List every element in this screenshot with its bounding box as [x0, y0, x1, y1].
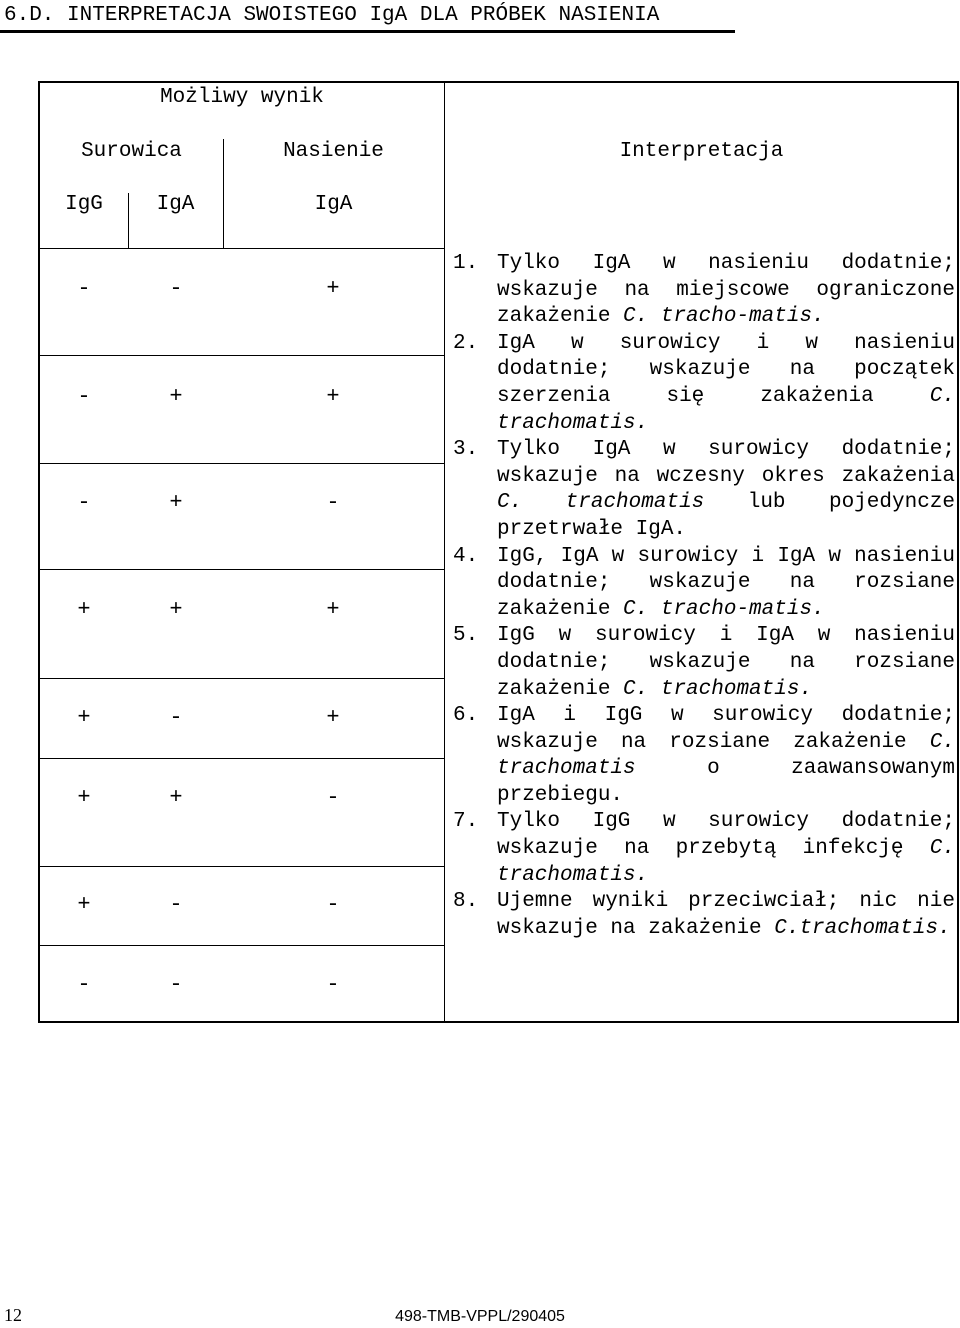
- document-code: 498-TMB-VPPL/290405: [395, 1308, 565, 1325]
- row-divider: [40, 758, 444, 759]
- item-text: Tylko IgG w surowicy dodatnie; wskazuje na przebytą infekcję: [497, 810, 955, 861]
- item-number: 8.: [453, 890, 479, 914]
- semen-iga-value: -: [326, 892, 340, 917]
- header-iga-semen: IgA: [314, 193, 353, 216]
- iga-value: +: [169, 597, 183, 622]
- item-tail: o zaawansowanym przebiegu.: [497, 757, 955, 807]
- item-number: 1.: [453, 252, 479, 275]
- item-text: Ujemne wyniki przeciwciał; nic nie wskazuje na zakażenie: [497, 890, 955, 940]
- igg-value: -: [77, 384, 91, 409]
- iga-value: -: [169, 276, 183, 301]
- row-divider: [40, 866, 444, 867]
- iga-value: -: [169, 892, 183, 917]
- igg-value: +: [77, 597, 91, 622]
- header-iga-serum: IgA: [156, 193, 195, 216]
- species-name: C. tracho-matis.: [623, 305, 825, 329]
- species-name: C. trachomatis: [497, 491, 705, 515]
- item-number: 7.: [453, 810, 479, 834]
- item-number: 5.: [453, 624, 479, 648]
- iga-value: +: [169, 785, 183, 810]
- species-name: C. trachomatis.: [623, 677, 813, 701]
- header-divider: [40, 248, 444, 249]
- list-item: [445, 544, 955, 624]
- heading-underline: [0, 30, 735, 33]
- row-divider: [40, 945, 444, 946]
- list-item: [445, 623, 955, 703]
- semen-iga-value: +: [326, 384, 340, 409]
- item-text: Tylko IgA w surowicy dodatnie; wskazuje na wczesny okres zakażenia: [497, 438, 955, 488]
- species-name: C. trachomatis.: [497, 384, 955, 435]
- item-number: 6.: [453, 704, 479, 728]
- header-igg: IgG: [65, 193, 103, 216]
- semen-iga-value: -: [326, 490, 340, 515]
- page-number: 12: [4, 1305, 22, 1325]
- header-possible-result: Możliwy wynik: [160, 86, 324, 109]
- item-number: 4.: [453, 544, 479, 568]
- species-name: C. tracho-matis.: [623, 597, 825, 621]
- item-tail: lub pojedyncze przetrwałe IgA.: [497, 491, 955, 541]
- species-name: C.trachomatis.: [774, 916, 951, 940]
- igg-value: -: [77, 276, 91, 301]
- igg-value: +: [77, 785, 91, 810]
- list-item: [445, 889, 955, 942]
- semen-iga-value: +: [326, 705, 340, 730]
- row-divider: [40, 569, 444, 570]
- item-text: IgA i IgG w surowicy dodatnie; wskazuje na rozsiane zakażenie: [497, 704, 955, 754]
- list-item: [445, 809, 955, 889]
- row-divider: [40, 355, 444, 356]
- interpretation-list: [445, 251, 955, 942]
- iga-value: -: [169, 972, 183, 997]
- item-number: 3.: [453, 438, 479, 462]
- list-item: [445, 251, 955, 331]
- section-heading: 6.D. INTERPRETACJA SWOISTEGO IgA DLA PRÓBEK NASIENIA: [4, 4, 660, 27]
- semen-iga-value: -: [326, 785, 340, 810]
- iga-value: -: [169, 705, 183, 730]
- item-text: IgG w surowicy i IgA w nasieniu dodatnie; wskazuje na rozsiane zakażenie: [497, 624, 955, 701]
- row-divider: [40, 463, 444, 464]
- item-text: Tylko IgA w nasieniu dodatnie; wskazuje na miejscowe ograniczone zakażenie: [497, 252, 955, 329]
- semen-iga-value: -: [326, 972, 340, 997]
- list-item: [445, 437, 955, 543]
- header-semen: Nasienie: [283, 140, 384, 163]
- semen-iga-value: +: [326, 597, 340, 622]
- igg-value: -: [77, 972, 91, 997]
- igg-value: +: [77, 705, 91, 730]
- header-interpretation: Interpretacja: [619, 140, 784, 163]
- igg-value: -: [77, 490, 91, 515]
- iga-value: +: [169, 490, 183, 515]
- list-item: [445, 703, 955, 809]
- interpretation-table: [38, 81, 959, 1023]
- species-name: C. trachomatis: [497, 730, 955, 781]
- species-name: C. trachomatis.: [497, 837, 955, 887]
- list-item: [445, 331, 955, 437]
- igg-value: +: [77, 892, 91, 917]
- semen-iga-value: +: [326, 276, 340, 301]
- item-number: 2.: [453, 331, 479, 355]
- row-divider: [40, 678, 444, 679]
- header-serum: Surowica: [81, 140, 182, 163]
- item-text: IgG, IgA w surowicy i IgA w nasieniu dodatnie; wskazuje na rozsiane zakażenie: [497, 544, 955, 621]
- item-text: IgA w surowicy i w nasieniu dodatnie; wskazuje na początek szerzenia się zakażenia: [497, 331, 955, 408]
- iga-value: +: [169, 384, 183, 409]
